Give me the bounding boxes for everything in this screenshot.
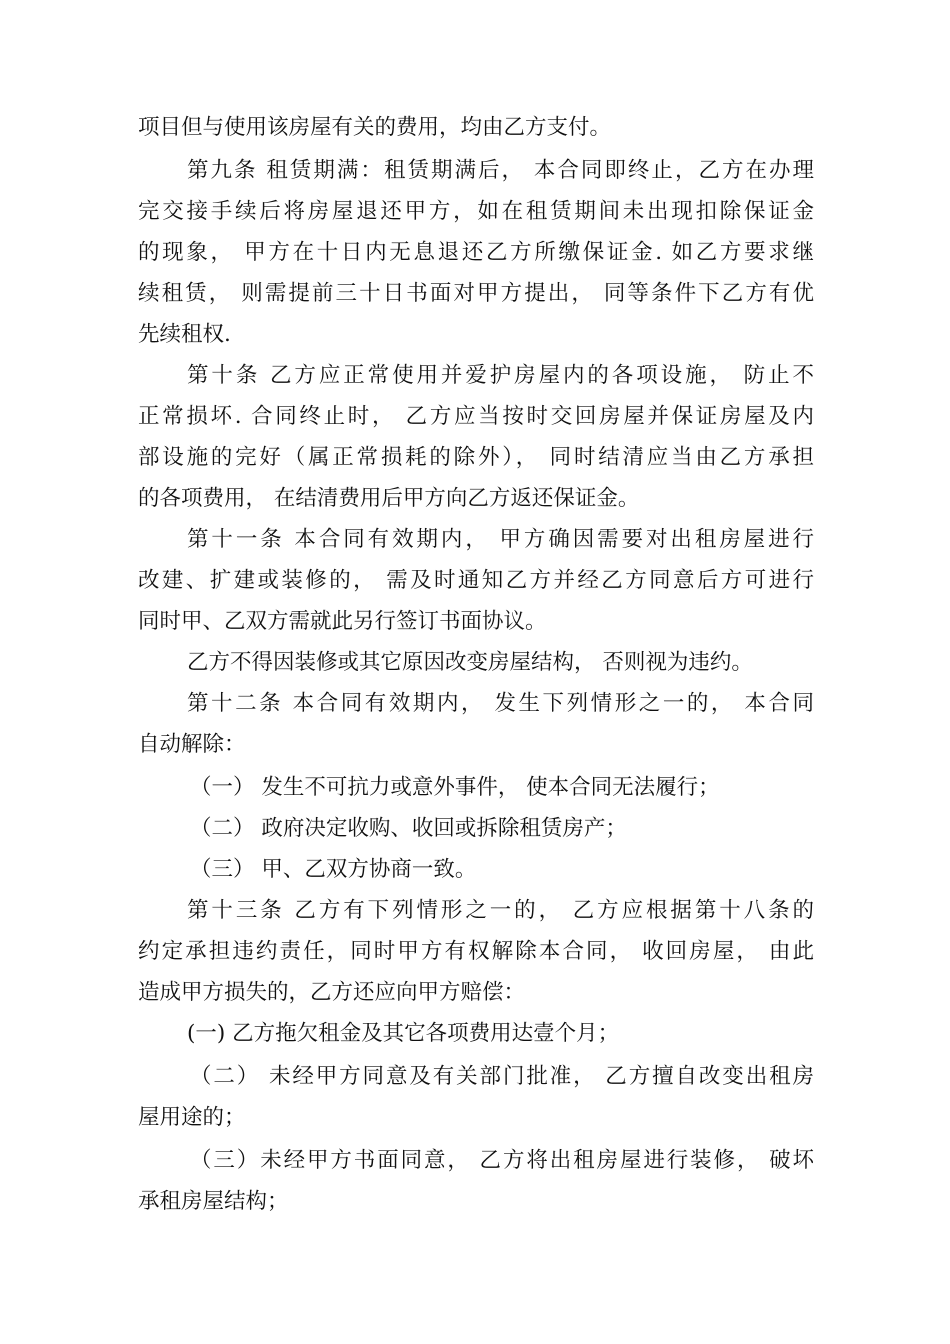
text-line: 续租赁， 则需提前三十日书面对甲方提出， 同等条件下乙方有优 [138,281,814,306]
text-line: 完交接手续后将房屋退还甲方，如在租赁期间未出现扣除保证金 [138,199,814,224]
text-line: 的现象， 甲方在十日内无息退还乙方所缴保证金. 如乙方要求继 [138,240,814,265]
list-item: （二） 未经甲方同意及有关部门批准， 乙方擅自改变出租房 [190,1064,814,1089]
list-item: （三） 甲、乙双方协商一致。 [190,857,477,882]
text-line: 自动解除： [138,732,246,757]
clause-12-heading: 第十二条 本合同有效期内， 发生下列情形之一的， 本合同 [187,691,814,716]
text-line: 屋用途的； [138,1105,246,1130]
text-line: 部设施的完好（属正常损耗的除外）， 同时结清应当由乙方承担 [138,445,814,470]
text-line: 正常损坏. 合同终止时， 乙方应当按时交回房屋并保证房屋及内 [138,404,814,429]
text-line: 先续租权. [138,322,231,347]
list-item: （三）未经甲方书面同意， 乙方将出租房屋进行装修， 破坏 [190,1148,814,1173]
text-line: 约定承担违约责任，同时甲方有权解除本合同， 收回房屋， 由此 [138,939,814,964]
text-line: 改建、扩建或装修的， 需及时通知乙方并经乙方同意后方可进行 [138,568,814,593]
text-line: 的各项费用， 在结清费用后甲方向乙方返还保证金。 [138,486,640,511]
text-line: 同时甲、乙双方需就此另行签订书面协议。 [138,609,547,634]
clause-10-heading: 第十条 乙方应正常使用并爱护房屋内的各项设施， 防止不 [187,363,814,388]
list-item: （一） 发生不可抗力或意外事件， 使本合同无法履行； [190,775,720,800]
text-line: 项目但与使用该房屋有关的费用，均由乙方支付。 [138,115,612,140]
text-line: 承租房屋结构； [138,1189,289,1214]
clause-9-heading: 第九条 租赁期满：租赁期满后， 本合同即终止，乙方在办理 [187,158,814,183]
clause-13-heading: 第十三条 乙方有下列情形之一的， 乙方应根据第十八条的 [187,898,814,923]
list-item: (一) 乙方拖欠租金及其它各项费用达壹个月； [187,1021,620,1046]
text-line: 乙方不得因装修或其它原因改变房屋结构， 否则视为违约。 [187,650,753,675]
text-line: 造成甲方损失的，乙方还应向甲方赔偿： [138,980,526,1005]
clause-11-heading: 第十一条 本合同有效期内， 甲方确因需要对出租房屋进行 [187,527,814,552]
list-item: （二） 政府决定收购、收回或拆除租赁房产； [190,816,627,841]
